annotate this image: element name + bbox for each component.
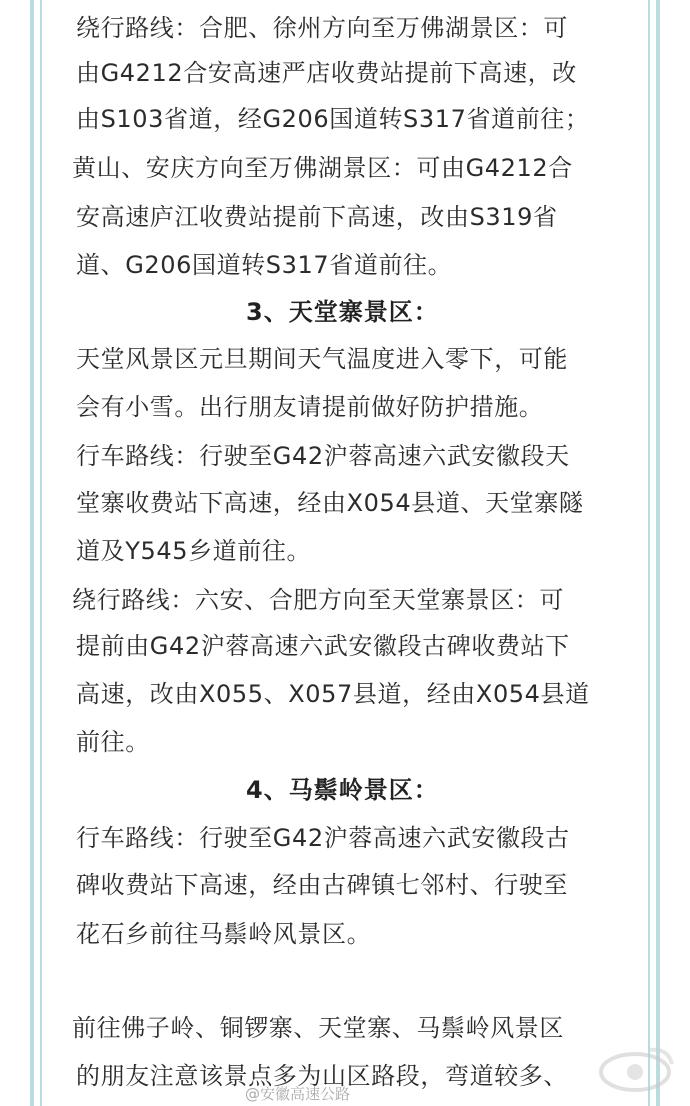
text-line: 前往佛子岭、铜锣寨、天堂寨、马鬃岭风景区 [72,1014,564,1042]
text-line: 高速，改由X055、X057县道，经由X054县道 [76,680,590,708]
text-line: 会有小雪。出行朋友请提前做好防护措施。 [76,393,544,421]
text-line: 行车路线：行驶至G42沪蓉高速六武安徽段天 [76,442,570,470]
text-line: 由S103省道，经G206国道转S317省道前往； [76,105,590,133]
text-line: 由G4212合安高速严店收费站提前下高速，改 [76,59,577,87]
text-line: 堂寨收费站下高速，经由X054县道、天堂寨隧 [76,489,584,517]
text-line: 黄山、安庆方向至万佛湖景区：可由G4212合 [72,154,573,182]
section-heading-tiantangzhai: 3、天堂寨景区： [246,298,439,326]
text-line: 安高速庐江收费站提前下高速，改由S319省 [76,203,558,231]
text-line: 花石乡前往马鬃岭风景区。 [76,920,372,948]
text-line: 道、G206国道转S317省道前往。 [76,251,453,279]
section-heading-mazongling: 4、马鬃岭景区： [246,776,439,804]
text-line: 绕行路线：合肥、徐州方向至万佛湖景区：可 [76,14,568,42]
text-line: 道及Y545乡道前往。 [76,537,312,565]
text-line: 的朋友注意该景点多为山区路段，弯道较多、 [76,1062,568,1090]
text-line: 天堂风景区元旦期间天气温度进入零下，可能 [76,345,568,373]
watermark-label: @安徽高速公路 [245,1085,351,1103]
text-line: 行车路线：行驶至G42沪蓉高速六武安徽段古 [76,824,570,852]
text-line: 提前由G42沪蓉高速六武安徽段古碑收费站下 [76,632,570,660]
text-line: 绕行路线：六安、合肥方向至天堂寨景区：可 [72,586,564,614]
text-line: 前往。 [76,728,150,756]
weibo-eye-icon [590,1040,680,1100]
text-line: 碑收费站下高速，经由古碑镇七邻村、行驶至 [76,871,568,899]
